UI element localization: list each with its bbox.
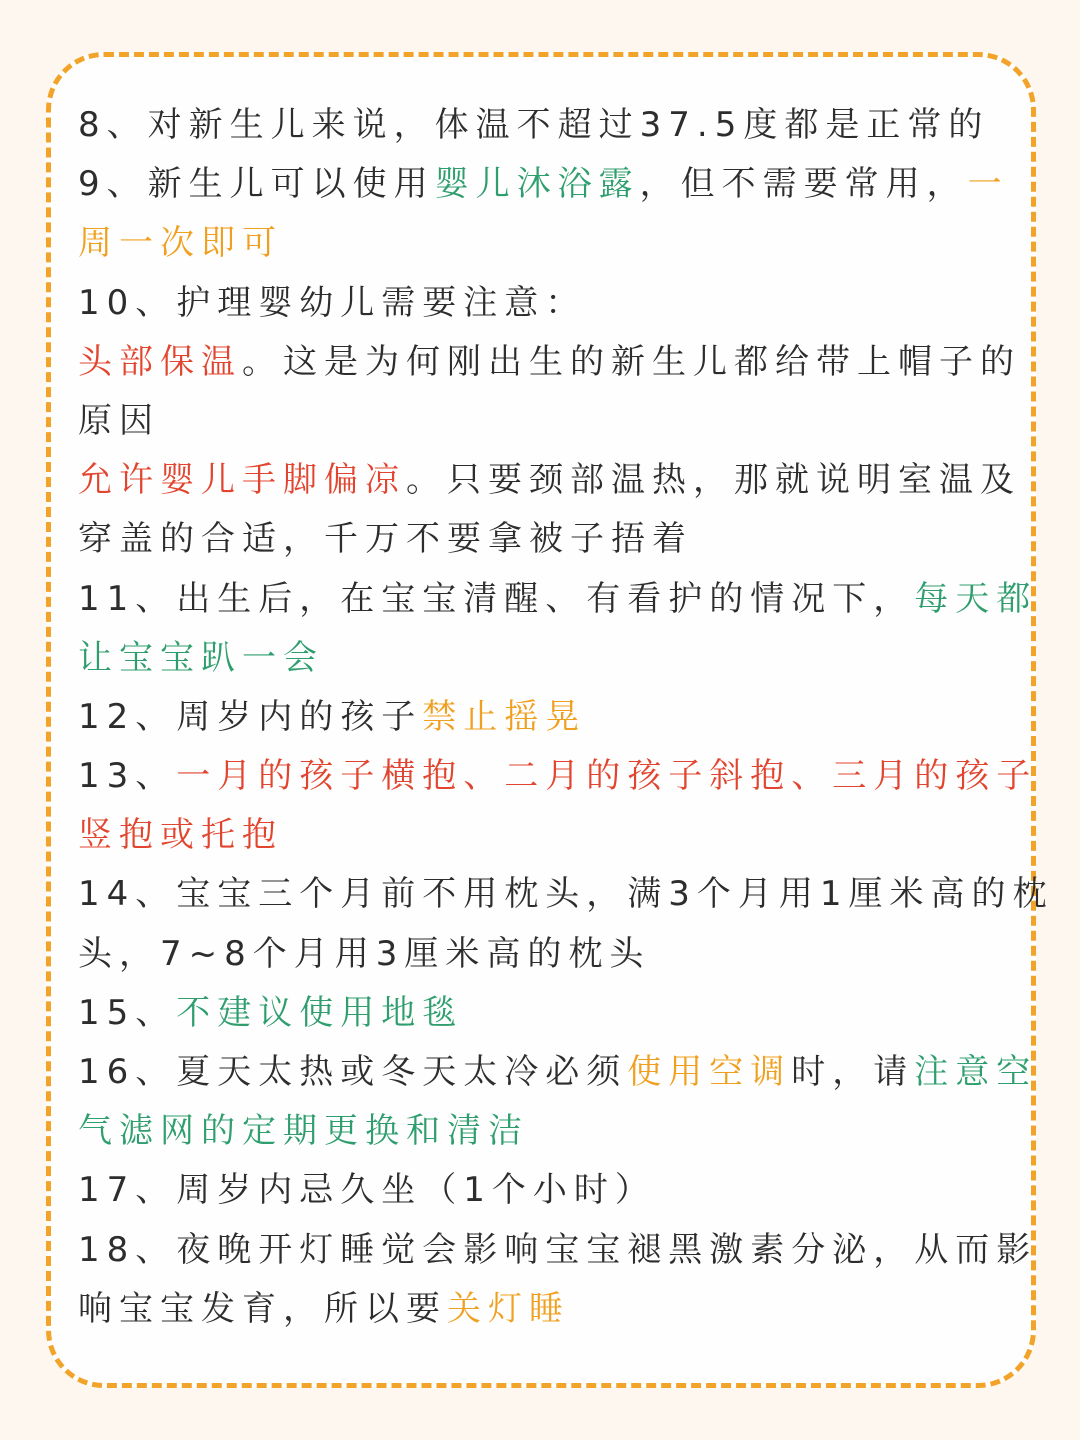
tip-line — [78, 747, 1038, 806]
highlight-text: 一 — [967, 164, 1009, 205]
tip-line — [78, 570, 1038, 629]
highlight-text: 不建议使用地毯 — [176, 992, 464, 1033]
tip-text: 时，请 — [791, 1052, 915, 1092]
highlight-text: 一月的孩子横抱、二月的孩子斜抱、三月的孩子 — [176, 756, 1038, 797]
tip-line — [78, 155, 1009, 214]
tip-line — [78, 1221, 1038, 1280]
tip-text: 17、周岁内忌久坐（1个小时） — [78, 1170, 656, 1211]
tip-line — [78, 1161, 998, 1220]
tip-line — [78, 1280, 998, 1339]
tip-text: 响宝宝发育，所以要 — [78, 1288, 447, 1329]
highlight-text: 每天都 — [914, 578, 1038, 619]
tip-line — [78, 925, 998, 984]
tip-text: 18、夜晚开灯睡觉会影响宝宝褪黑激素分泌，从而影 — [78, 1229, 1038, 1270]
tip-text: 11、出生后，在宝宝清醒、有看护的情况下， — [78, 578, 915, 619]
tip-text: 10、护理婴幼儿需要注意： — [78, 282, 587, 323]
tip-line — [78, 392, 998, 451]
tip-line — [78, 688, 998, 747]
tip-text: 15、 — [78, 992, 177, 1033]
tip-line — [78, 214, 998, 273]
tip-line — [78, 629, 998, 688]
tip-line — [78, 96, 998, 155]
highlight-text: 头部保温 — [78, 341, 242, 382]
highlight-text: 婴儿沐浴露 — [434, 164, 640, 205]
tip-line — [78, 1043, 1038, 1102]
highlight-text: 关灯睡 — [447, 1288, 570, 1329]
highlight-text: 气滤网的定期更换和清洁 — [78, 1111, 529, 1152]
tip-text: ，但不需要常用， — [639, 164, 968, 205]
tip-text: 穿盖的合适，千万不要拿被子捂着 — [78, 519, 693, 560]
tip-text: 8、对新生儿来说，体温不超过37.5度都是正常的 — [78, 105, 990, 145]
tip-text: 。这是为何刚出生的新生儿都给带上帽子的 — [242, 341, 1021, 382]
tips-list — [78, 96, 1054, 1339]
tip-text: 13、 — [78, 756, 177, 797]
tip-text: 原因 — [78, 400, 160, 441]
highlight-text: 周一次即可 — [78, 223, 283, 264]
tip-text: 16、夏天太热或冬天太冷必须 — [78, 1052, 628, 1092]
tip-line — [78, 510, 998, 569]
tip-line — [78, 984, 998, 1043]
highlight-text: 竖抱或托抱 — [78, 815, 283, 856]
highlight-text: 允许婴儿手脚偏凉 — [78, 460, 406, 501]
highlight-text: 使用空调 — [627, 1052, 792, 1092]
tip-line — [78, 806, 998, 865]
tip-line — [78, 1102, 998, 1161]
tip-text: 头，7~8个月用3厘米高的枕头 — [78, 933, 651, 974]
tip-line — [78, 274, 998, 333]
tip-line — [78, 865, 1054, 924]
tip-text: 9、新生儿可以使用 — [78, 164, 435, 205]
tip-text: 。只要颈部温热，那就说明室温及 — [406, 460, 1021, 501]
highlight-text: 注意空 — [914, 1052, 1038, 1092]
tip-line — [78, 333, 1021, 392]
tip-line — [78, 451, 1021, 510]
tip-text: 14、宝宝三个月前不用枕头，满3个月用1厘米高的枕 — [78, 874, 1054, 915]
highlight-text: 禁止摇晃 — [422, 696, 587, 737]
tip-text: 12、周岁内的孩子 — [78, 696, 423, 737]
highlight-text: 让宝宝趴一会 — [78, 637, 324, 678]
